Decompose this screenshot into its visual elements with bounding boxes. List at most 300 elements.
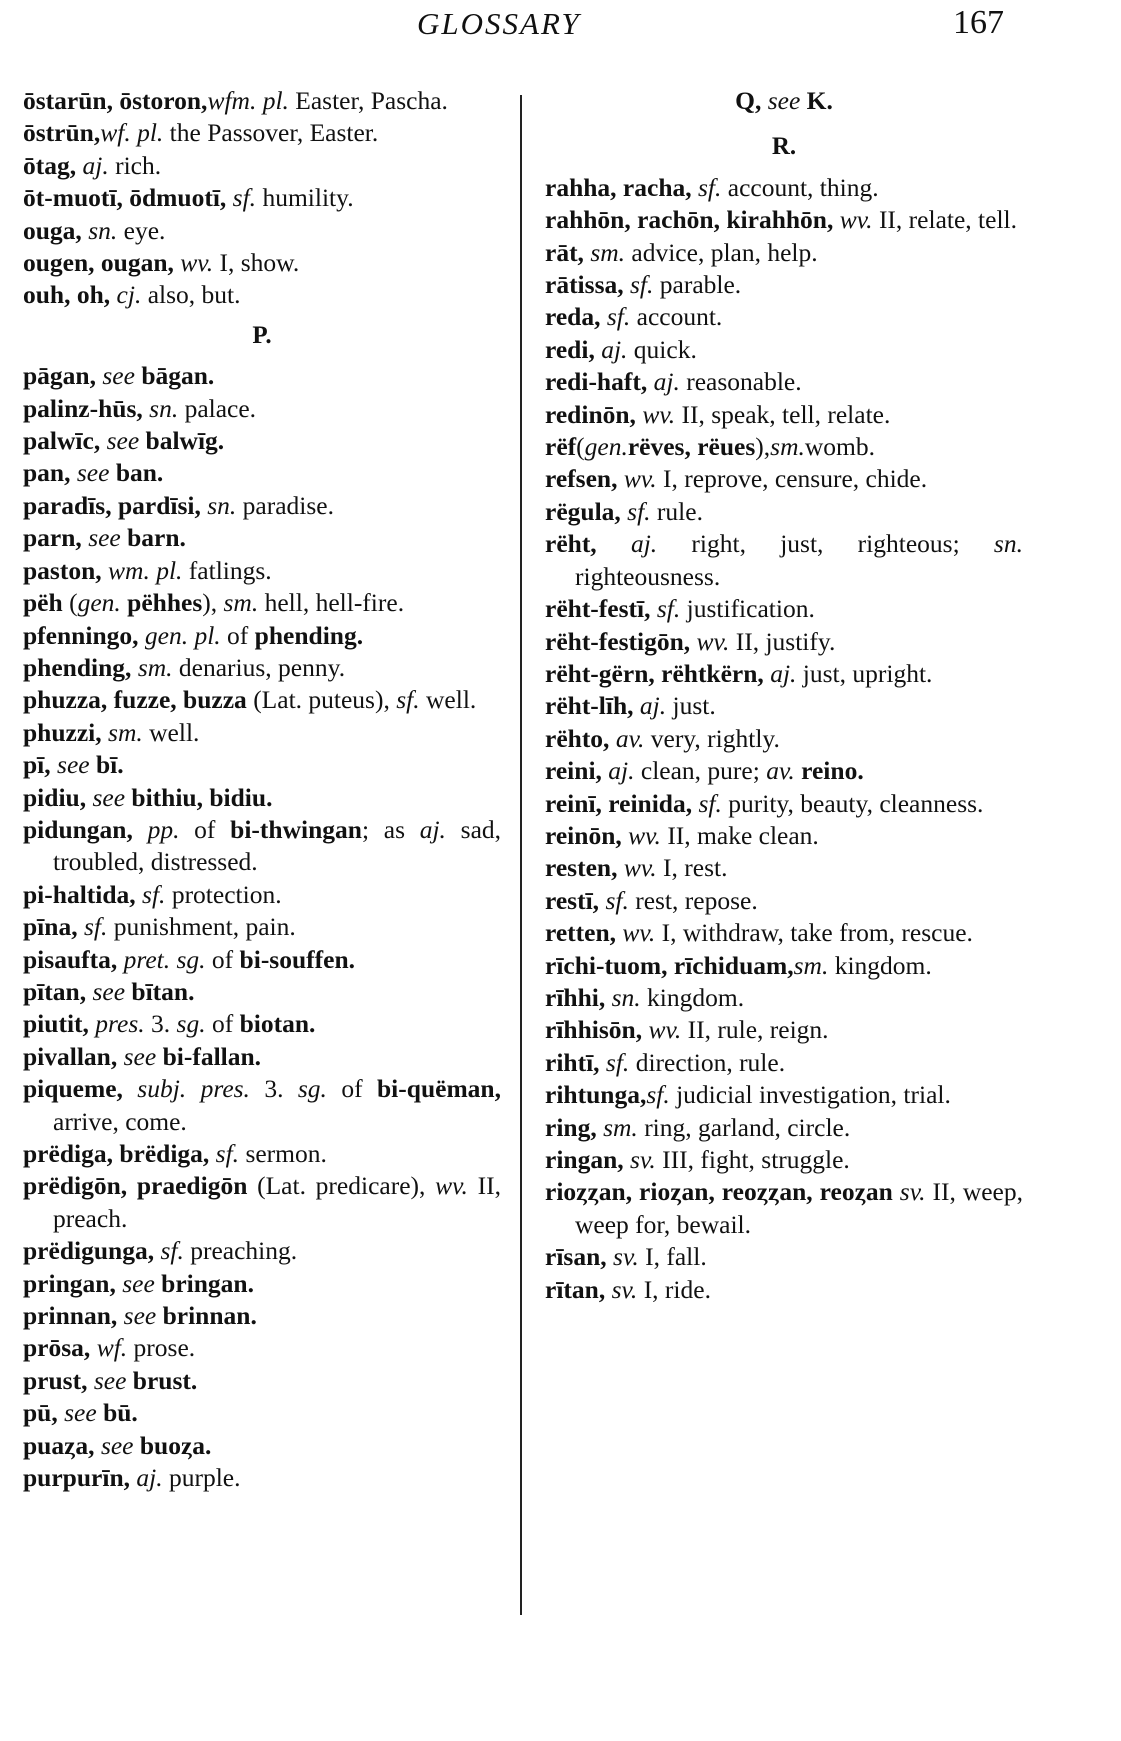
glossary-entry [545, 172, 1023, 204]
headword: prinnan, [23, 1301, 118, 1331]
glossary-entry [23, 555, 501, 587]
headword: bi-quëman, [362, 1074, 501, 1104]
definition-text: preaching. [183, 1236, 298, 1266]
grammar-label: sm. [770, 432, 805, 462]
definition-text: I, reprove, censure, chide. [656, 464, 928, 494]
grammar-label: sf. [209, 1139, 240, 1168]
glossary-entry [545, 399, 1023, 431]
headword: prōsa, [23, 1333, 91, 1363]
glossary-entry [23, 1073, 501, 1138]
headword: ougen, ougan, [23, 248, 174, 278]
glossary-entry [23, 976, 501, 1008]
headword: prëdigōn, praedigōn [23, 1171, 248, 1201]
headword: ōt-muotī, ōdmuotī, [23, 183, 227, 213]
headword: palinz-hūs, [23, 393, 143, 423]
definition-text: punishment, pain. [107, 912, 296, 942]
definition-text: (Lat. predicare), [247, 1171, 426, 1201]
grammar-label: subj. pres. [122, 1074, 250, 1104]
grammar-label: wf. pl. [100, 118, 164, 148]
headword: pidiu, [23, 782, 87, 812]
entry-list-o [23, 85, 501, 312]
headword: pīna, [23, 912, 78, 942]
definition-text: II, justify. [729, 626, 836, 656]
grammar-label: sg. [170, 1009, 206, 1039]
grammar-label: sf. [691, 172, 722, 202]
glossary-entry [23, 1300, 501, 1332]
definition-text: II, relate, tell. [872, 205, 1017, 235]
section-letter-r: R. [771, 133, 797, 161]
headword: rīhhi, [545, 982, 606, 1012]
headword: rīchi-tuom, rīchiduam, [545, 950, 794, 980]
glossary-entry [545, 820, 1023, 852]
definition-text: well. [419, 685, 477, 715]
definition-text: ; as [361, 814, 405, 844]
glossary-entry [23, 393, 501, 425]
headword: pāgan, [23, 361, 96, 391]
definition-text: protection. [165, 879, 282, 909]
glossary-entry [23, 457, 501, 489]
headword: pisaufta, [23, 944, 118, 974]
grammar-label: wf. [90, 1333, 128, 1363]
grammar-label: see [87, 1365, 127, 1395]
grammar-label: see [115, 1268, 155, 1298]
page-title: GLOSSARY [417, 6, 581, 41]
definition-text: of [205, 1009, 234, 1039]
headword: reini, [545, 756, 602, 786]
definition-text: hell, hell-fire. [258, 588, 405, 618]
definition-text: palace. [178, 393, 257, 423]
headword: redi-haft, [545, 367, 648, 397]
headword: ringan, [545, 1145, 624, 1174]
headword: prust, [23, 1365, 88, 1395]
section-letter-p: P. [252, 321, 272, 349]
grammar-label: aj. [601, 756, 635, 786]
headword: ōstarūn, ōstoron, [23, 86, 208, 115]
glossary-entry [545, 496, 1023, 528]
grammar-label: see [117, 1301, 157, 1331]
headword: pivallan, [23, 1041, 118, 1071]
glossary-entry [23, 684, 501, 716]
definition-text: fatlings. [182, 555, 272, 585]
headword: reinī, reinida, [545, 788, 693, 818]
definition-text: ( [576, 432, 585, 462]
glossary-entry [545, 690, 1023, 722]
definition-text: parable. [653, 270, 742, 300]
grammar-label: wv. [642, 1015, 682, 1045]
definition-text: I, withdraw, take from, rescue. [655, 918, 973, 948]
headword: rëhto, [545, 723, 610, 753]
glossary-entry [23, 1008, 501, 1040]
grammar-label: sf. [620, 496, 651, 526]
headword: ōstrūn, [23, 118, 101, 148]
headword: bāgan. [134, 361, 215, 391]
glossary-entry [23, 1462, 501, 1494]
definition-text: right, just, righteous; [657, 529, 960, 559]
headword: ring, [545, 1112, 597, 1142]
glossary-entry [545, 301, 1023, 333]
grammar-label: sm. [217, 588, 259, 618]
definition-text: direction, rule. [629, 1047, 786, 1077]
headword: pëhhes [120, 588, 203, 618]
glossary-entry [23, 150, 501, 182]
grammar-label: sf. [692, 788, 722, 818]
glossary-entry [545, 1047, 1023, 1079]
grammar-label: sv. [623, 1145, 656, 1174]
glossary-entry [23, 360, 501, 392]
definition-text: eye. [117, 215, 166, 245]
glossary-entry [23, 652, 501, 684]
headword: bithiu, bidiu. [125, 782, 273, 812]
glossary-entry [23, 1138, 501, 1170]
headword: rëf [545, 432, 577, 462]
headword: redi, [545, 334, 595, 364]
headword: retten, [545, 918, 617, 948]
cross-reference-q [545, 85, 1023, 117]
grammar-label: see [86, 976, 126, 1006]
grammar-label: wv. [690, 626, 730, 656]
glossary-entry [545, 1274, 1023, 1306]
definition-text: Easter, Pascha. [288, 86, 448, 115]
grammar-label: sf. [389, 685, 420, 715]
definition-text: I, rest. [656, 853, 728, 883]
grammar-label: sf. [600, 302, 631, 332]
entry-list-r [545, 172, 1023, 1306]
definition-text: kingdom. [640, 982, 745, 1012]
glossary-entry [23, 911, 501, 943]
headword: resten, [545, 853, 618, 883]
headword: brinnan. [156, 1301, 257, 1331]
grammar-label: see [94, 1430, 134, 1460]
definition-text: of [179, 814, 216, 844]
headword: pringan, [23, 1268, 116, 1298]
grammar-label: see [86, 782, 126, 812]
headword: rihtī, [545, 1047, 600, 1077]
headword: K. [800, 86, 833, 115]
headword: rëht-līh, [545, 691, 634, 721]
headword: pfenningo, [23, 620, 139, 650]
glossary-entry [23, 1332, 501, 1364]
headword: rāt, [545, 237, 584, 267]
grammar-label: sn. [605, 982, 641, 1012]
definition-text: rule. [650, 496, 703, 526]
glossary-entry [545, 852, 1023, 884]
definition-text: reasonable. [679, 367, 802, 397]
grammar-label: sf. [623, 270, 654, 300]
glossary-entry [545, 237, 1023, 269]
grammar-label: wv. [617, 464, 657, 494]
grammar-label: see [50, 750, 90, 780]
glossary-entry [23, 782, 501, 814]
grammar-label: sv. [605, 1274, 638, 1304]
definition-text: account. [630, 302, 723, 332]
grammar-label: sf. [650, 594, 681, 624]
headword: bi-fallan. [156, 1041, 262, 1071]
definition-text: II, weep, weep for, bewail. [575, 1177, 1023, 1239]
grammar-label: sn. [142, 393, 179, 423]
headword: reda, [545, 302, 601, 332]
headword: pī, [23, 750, 51, 780]
headword: Q, [735, 86, 762, 115]
glossary-entry [23, 522, 501, 554]
headword: pidungan, [23, 814, 133, 844]
grammar-label: wv. [621, 820, 661, 850]
definition-text: sermon. [239, 1139, 327, 1168]
headword: prëdigunga, [23, 1236, 155, 1266]
glossary-entry [23, 279, 501, 311]
definition-text: justification. [680, 594, 815, 624]
definition-text: also, but. [141, 280, 241, 310]
headword: reinōn, [545, 820, 622, 850]
glossary-entry [23, 944, 501, 976]
grammar-label: wfm. pl. [207, 86, 289, 115]
headword: rīhhisōn, [545, 1015, 643, 1045]
headword: pëh [23, 588, 63, 618]
definition-text: rest, repose. [628, 885, 758, 915]
headword: rëht-festī, [545, 594, 651, 624]
definition-text: 3. [249, 1074, 284, 1104]
grammar-label: wv. [617, 853, 657, 883]
grammar-label: wv. [833, 205, 873, 235]
glossary-entry [545, 885, 1023, 917]
grammar-label: sf. [599, 885, 629, 915]
headword: pū, [23, 1398, 58, 1428]
definition-text: sad, troubled, distressed. [53, 814, 502, 877]
headword: rātissa, [545, 270, 624, 300]
glossary-entry [545, 593, 1023, 625]
glossary-entry [545, 917, 1023, 949]
glossary-entry [23, 749, 501, 781]
grammar-label: gen. pl. [138, 620, 221, 650]
definition-text: II, make clean. [660, 820, 819, 850]
definition-text: account, thing. [721, 172, 879, 202]
headword: palwīc, [23, 426, 101, 456]
definition-text: (Lat. puteus), [246, 685, 390, 715]
glossary-entry [23, 587, 501, 619]
headword: parn, [23, 523, 82, 553]
headword: piqueme, [23, 1074, 123, 1104]
grammar-label: wv. [173, 248, 214, 278]
grammar-label: aj. [130, 1463, 163, 1493]
glossary-entry [545, 463, 1023, 495]
definition-text: just. [666, 691, 716, 721]
grammar-label: aj. [763, 658, 797, 688]
headword: bi-thwingan [215, 814, 362, 844]
glossary-entry [23, 1365, 501, 1397]
headword: ouga, [23, 215, 82, 245]
glossary-entry [545, 269, 1023, 301]
glossary-entry [545, 334, 1023, 366]
definition-text: advice, plan, help. [625, 237, 818, 267]
glossary-entry [545, 982, 1023, 1014]
grammar-label: wv. [616, 918, 656, 948]
glossary-entry [23, 879, 501, 911]
glossary-entry [545, 1014, 1023, 1046]
headword: paston, [23, 555, 102, 585]
grammar-label: sf. [599, 1047, 630, 1077]
definition-text: clean, pure; [634, 756, 760, 786]
definition-text: ring, garland, circle. [637, 1112, 851, 1142]
glossary-entry [23, 620, 501, 652]
definition-text: prose. [127, 1333, 196, 1363]
grammar-label: sv. [892, 1177, 926, 1207]
definition-text: arrive, come. [53, 1106, 187, 1136]
running-head [0, 0, 1121, 60]
headword: puaȥa, [23, 1430, 95, 1460]
headword: refsen, [545, 464, 618, 494]
headword: rëgula, [545, 496, 621, 526]
glossary-entry [545, 431, 1023, 463]
glossary-entry [23, 1170, 501, 1235]
grammar-label: sv. [606, 1242, 639, 1272]
headword: rītan, [545, 1274, 606, 1304]
grammar-label: aj. [647, 367, 680, 397]
headword: pan, [23, 458, 71, 488]
definition-text: II, speak, tell, relate. [675, 399, 891, 429]
definition-text: humility. [256, 183, 354, 213]
headword: ouh, oh, [23, 280, 111, 310]
headword: phuzza, fuzze, buzza [23, 685, 247, 715]
glossary-entry [23, 182, 501, 214]
headword: phending, [23, 652, 132, 682]
glossary-entry [545, 204, 1023, 236]
definition-text: ), [755, 432, 771, 462]
definition-text: III, fight, struggle. [655, 1145, 850, 1174]
glossary-entry [23, 247, 501, 279]
grammar-label: see [81, 523, 121, 553]
glossary-entry [545, 755, 1023, 787]
glossary-entry [545, 1176, 1023, 1241]
glossary-entry [23, 1397, 501, 1429]
grammar-label: av. [609, 723, 645, 753]
headword: bringan. [154, 1268, 254, 1298]
grammar-label: sf. [646, 1080, 670, 1110]
headword: rëht-gërn, rëhtkërn, [545, 658, 764, 688]
definition-text: rich. [108, 150, 162, 180]
definition-text: the Passover, Easter. [163, 118, 379, 148]
grammar-label: sf. [226, 183, 257, 213]
glossary-entry [23, 717, 501, 749]
definition-text: judicial investigation, trial. [669, 1080, 951, 1110]
grammar-label: av. [759, 756, 795, 786]
grammar-label: aj. [633, 691, 667, 721]
definition-text: of [326, 1074, 363, 1104]
headword: redinōn, [545, 399, 636, 429]
glossary-entry [23, 1430, 501, 1462]
headword: rīsan, [545, 1242, 607, 1272]
glossary-entry [545, 950, 1023, 982]
glossary-entry [23, 425, 501, 457]
definition-text: I, show. [213, 248, 300, 278]
grammar-label: sm. [101, 717, 143, 747]
headword: rihtunga, [545, 1080, 647, 1110]
column-divider [520, 95, 522, 1615]
headword: balwīg. [139, 426, 225, 456]
definition-text: II, rule, reign. [681, 1015, 829, 1045]
glossary-column-right [545, 85, 1023, 1306]
definition-text: II, preach. [53, 1171, 501, 1233]
grammar-label: wv. [425, 1171, 468, 1201]
definition-text: very, rightly. [644, 723, 780, 753]
headword: pītan, [23, 976, 87, 1006]
headword: biotan. [233, 1009, 316, 1039]
headword: rioȥȥan, rioȥan, reoȥȥan, reoȥan [545, 1177, 893, 1207]
headword: rëht-festigōn, [545, 626, 691, 656]
glossary-entry [545, 366, 1023, 398]
headword: bī. [89, 750, 124, 780]
glossary-entry [545, 723, 1023, 755]
headword: ōtag, [23, 150, 77, 180]
glossary-entry [545, 788, 1023, 820]
definition-text: well. [142, 717, 200, 747]
grammar-label: see [100, 426, 140, 456]
definition-text: purple. [162, 1463, 241, 1493]
definition-text: I, fall. [638, 1242, 707, 1272]
grammar-label: sm. [596, 1112, 638, 1142]
grammar-label: sf. [154, 1236, 184, 1266]
definition-text: womb. [804, 432, 876, 462]
definition-text: righteousness. [575, 561, 721, 591]
grammar-label: wm. pl. [101, 555, 183, 585]
glossary-entry [545, 1079, 1023, 1111]
grammar-label: aj. [405, 814, 446, 844]
grammar-label: aj. [594, 334, 628, 364]
grammar-label: see [761, 86, 801, 115]
headword: prëdiga, brëdiga, [23, 1139, 210, 1168]
headword: paradīs, pardīsi, [23, 490, 201, 520]
grammar-label: sn. [959, 529, 1023, 559]
grammar-label: sg. [283, 1074, 327, 1104]
grammar-label: aj. [596, 529, 658, 559]
grammar-label: wv. [635, 399, 676, 429]
headword: reino. [794, 756, 864, 786]
glossary-entry [545, 528, 1023, 593]
grammar-label: cj. [110, 280, 142, 310]
grammar-label: see [57, 1398, 97, 1428]
grammar-label: sm. [583, 237, 626, 267]
glossary-entry [23, 1268, 501, 1300]
definition-text: just, upright. [796, 658, 933, 688]
entry-list-p [23, 360, 501, 1494]
glossary-entry [545, 658, 1023, 690]
definition-text: paradise. [236, 490, 334, 520]
glossary-entry [23, 215, 501, 247]
glossary-entry [23, 117, 501, 149]
glossary-entry [23, 85, 501, 117]
glossary-entry [23, 1041, 501, 1073]
definition-text: denarius, penny. [172, 652, 346, 682]
grammar-label: gen. [584, 432, 628, 462]
glossary-entry [545, 1112, 1023, 1144]
headword: restī, [545, 885, 600, 915]
definition-text: kingdom. [828, 950, 932, 980]
glossary-entry [545, 626, 1023, 658]
headword: rëht, [545, 529, 597, 559]
definition-text: of [220, 620, 249, 650]
headword: barn. [120, 523, 186, 553]
headword: purpurīn, [23, 1463, 131, 1493]
headword: pi-haltida, [23, 879, 136, 909]
grammar-label: sn. [200, 490, 237, 520]
definition-text: I, ride. [637, 1274, 711, 1304]
definition-text: quick. [627, 334, 697, 364]
grammar-label: sm. [131, 652, 173, 682]
headword: rahhōn, rachōn, kirahhōn, [545, 205, 834, 235]
glossary-entry [23, 490, 501, 522]
headword: piutit, [23, 1009, 89, 1039]
grammar-label: sf. [135, 879, 166, 909]
grammar-label: gen. [77, 588, 121, 618]
grammar-label: sm. [793, 950, 829, 980]
